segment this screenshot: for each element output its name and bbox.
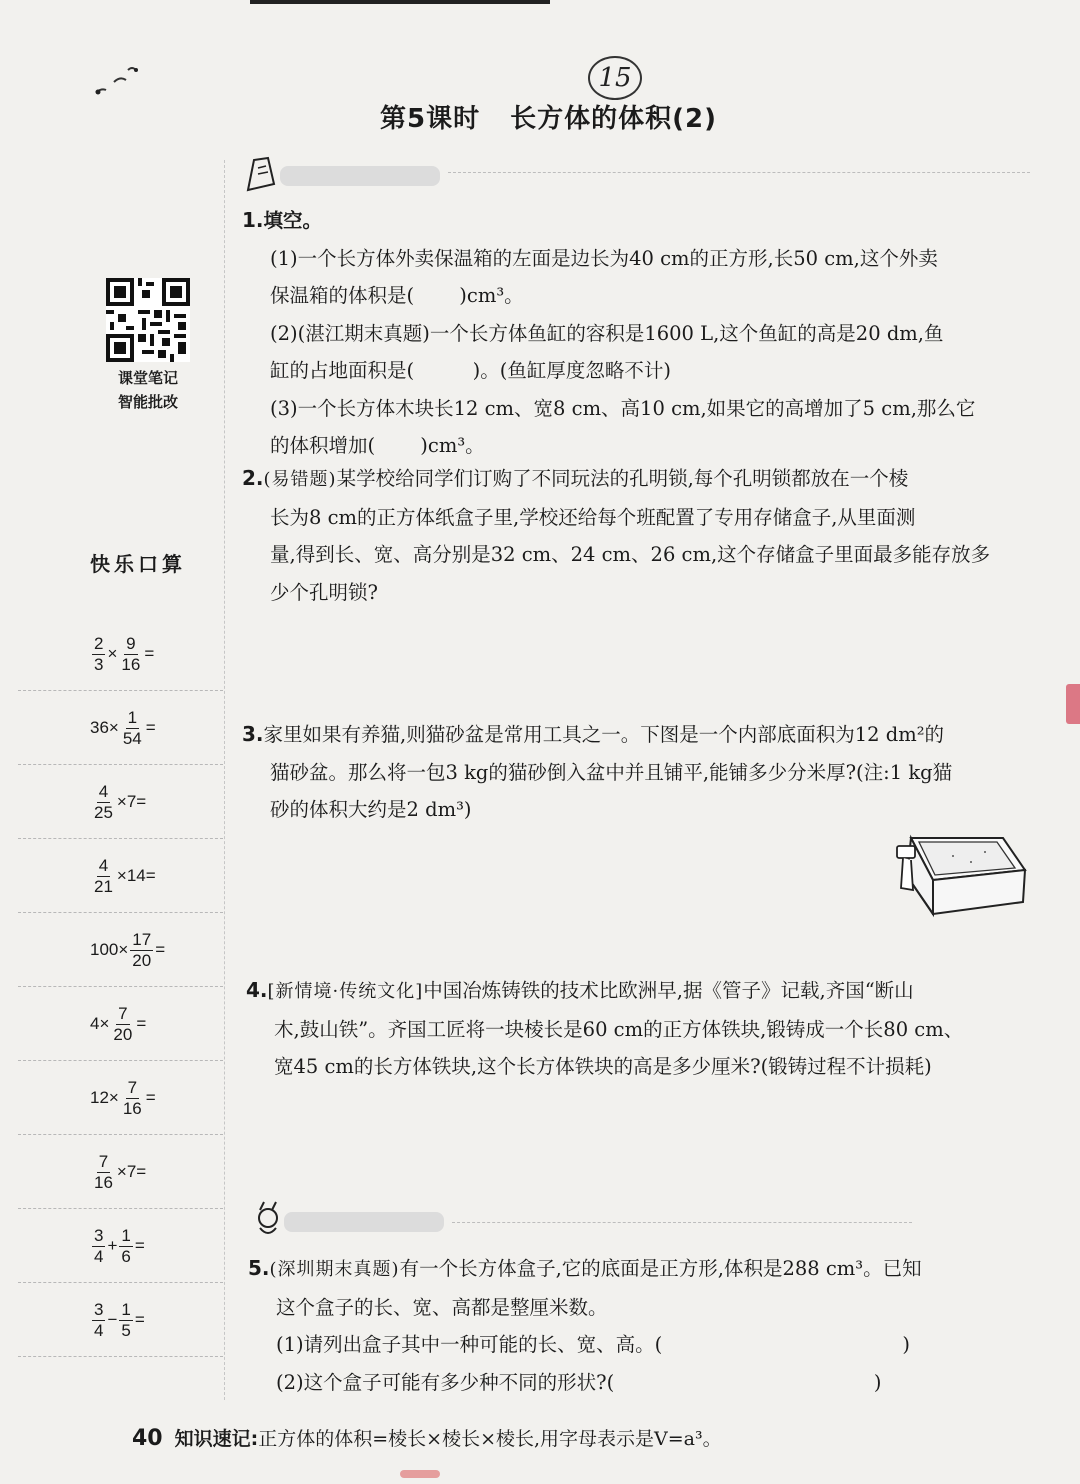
mental-math-item: [90, 994, 146, 1054]
fraction: [111, 1004, 134, 1045]
math-token: ×7=: [116, 792, 147, 811]
math-token: 16: [121, 654, 141, 674]
fraction: [92, 634, 105, 675]
math-token: 21: [94, 876, 113, 896]
mental-math-item: [90, 1068, 156, 1128]
fraction: [119, 1226, 132, 1267]
mental-math-separator: [18, 690, 223, 691]
page-title: [380, 98, 717, 135]
lesson-title: 长方体的体积(2): [510, 104, 717, 134]
math-token: 3: [94, 1225, 104, 1245]
q1-part2-line2: 缸的占地面积是( )。(鱼缸厚度忽略不计): [270, 359, 671, 382]
math-token: 100×: [90, 940, 129, 959]
fraction: [92, 1300, 105, 1341]
q4-line1: 中国冶炼铸铁的技术比欧洲早,据《管子》记载,齐国“断山: [423, 979, 914, 1002]
footer-text: 正方体的体积=棱长×棱长×棱长,用字母表示是V=a³。: [258, 1428, 722, 1450]
qr-code-icon: [106, 278, 190, 362]
math-token: =: [155, 940, 166, 959]
question-2: [242, 460, 1032, 611]
math-token: 36×: [90, 718, 119, 737]
section-badge-2-icon: [248, 1200, 448, 1240]
math-token: 4: [98, 855, 109, 875]
bottom-red-mark: [400, 1470, 440, 1478]
qr-caption-line2: 智能批改: [117, 393, 178, 411]
qr-caption: [96, 366, 200, 414]
mental-math-separator: [18, 912, 223, 913]
top-edge-line: [250, 0, 550, 4]
mental-math-separator: [18, 1356, 223, 1357]
q2-tag: (易错题): [263, 469, 337, 490]
page-edge-tab: [1066, 684, 1080, 724]
q1-part3-line1: (3)一个长方体木块长12 cm、宽8 cm、高10 cm,如果它的高增加了5 cm,那么它: [270, 396, 976, 420]
fraction: [92, 1152, 115, 1193]
math-token: −: [107, 1310, 118, 1329]
math-token: ×7=: [116, 1162, 147, 1181]
math-token: 17: [132, 929, 152, 949]
math-token: 4: [94, 1320, 104, 1340]
math-token: 1: [121, 1225, 131, 1245]
mental-math-title: 快乐口算: [90, 552, 186, 576]
fraction: [92, 1226, 105, 1267]
math-token: 20: [132, 950, 152, 970]
math-token: 7: [127, 1077, 138, 1097]
math-token: 25: [94, 802, 113, 822]
sidebar-divider: [224, 160, 225, 1400]
fraction: [130, 930, 153, 971]
q5-tag: (深圳期末真题): [269, 1259, 400, 1280]
q5-line2: 这个盒子的长、宽、高都是整厘米数。: [276, 1295, 608, 1319]
math-token: =: [134, 1310, 145, 1329]
math-token: 2: [94, 633, 104, 653]
math-token: ×14=: [116, 866, 156, 885]
lesson-label: 第5课时: [380, 104, 481, 134]
footer: [132, 1424, 722, 1451]
math-token: 4: [98, 781, 109, 801]
math-token: 12×: [90, 1088, 119, 1107]
math-token: 6: [121, 1246, 131, 1266]
q1-part2-line1: (2)(湛江期末真题)一个长方体鱼缸的容积是1600 L,这个鱼缸的高是20 dm,鱼: [270, 321, 944, 345]
q4-line2: 木,鼓山铁”。齐国工匠将一块棱长是60 cm的正方体铁块,锻铸成一个长80 cm、: [274, 1017, 964, 1041]
mental-math-item: [90, 1142, 146, 1202]
mental-math-separator: [18, 764, 223, 765]
section-divider: [448, 172, 1030, 173]
qr-caption-line1: 课堂笔记: [117, 369, 178, 387]
q4-number: 4.: [246, 978, 268, 1002]
mental-math-item: [90, 698, 156, 758]
q3-line2: 猫砂盆。那么将一包3 kg的猫砂倒入盆中并且铺平,能铺多少分米厚?(注:1 kg猫: [270, 760, 953, 784]
fraction: [121, 708, 144, 749]
math-token: +: [107, 1236, 118, 1255]
math-token: 9: [126, 633, 136, 653]
q5-number: 5.: [248, 1256, 270, 1280]
q2-line4: 少个孔明锁?: [270, 580, 378, 604]
math-token: 3: [94, 1299, 104, 1319]
math-token: 1: [121, 1299, 131, 1319]
mental-math-item: [90, 772, 146, 832]
math-token: 1: [127, 707, 138, 727]
page-number: 40: [132, 1426, 163, 1451]
q3-line3: 砂的体积大约是2 dm³): [270, 798, 472, 821]
mental-math-item: [90, 920, 165, 980]
footer-label: 知识速记:: [174, 1428, 259, 1450]
q1-part1-line2: 保温箱的体积是( )cm³。: [270, 284, 524, 307]
q2-line3: 量,得到长、宽、高分别是32 cm、24 cm、26 cm,这个存储盒子里面最多能存放多: [270, 543, 991, 566]
litter-box-illustration: [893, 818, 1029, 922]
q1-title: 填空。: [263, 209, 323, 232]
fraction: [119, 634, 142, 675]
math-token: =: [145, 1088, 156, 1107]
fraction: [92, 856, 115, 897]
mental-math-item: [90, 1216, 145, 1276]
math-token: =: [145, 718, 156, 737]
q1-part1-line1: (1)一个长方体外卖保温箱的左面是边长为40 cm的正方形,长50 cm,这个外卖: [270, 246, 938, 270]
mental-math-separator: [18, 1060, 223, 1061]
mental-math-separator: [18, 1208, 223, 1209]
math-token: =: [144, 644, 155, 663]
fraction: [119, 1300, 132, 1341]
q1-number: 1.: [242, 208, 264, 232]
math-token: 3: [94, 654, 104, 674]
q2-line2: 长为8 cm的正方体纸盒子里,学校还给每个班配置了专用存储盒子,从里面测: [270, 505, 916, 529]
math-token: 4: [94, 1246, 104, 1266]
fraction: [92, 782, 115, 823]
question-4: [246, 972, 1036, 1086]
q3-number: 3.: [242, 722, 264, 746]
math-token: ×: [107, 644, 118, 663]
mental-math-item: [90, 846, 156, 906]
math-token: 20: [113, 1024, 133, 1044]
q5-line4: (2)这个盒子可能有多少种不同的形状?( ): [276, 1370, 882, 1394]
math-token: 16: [94, 1172, 113, 1192]
q2-number: 2.: [242, 466, 264, 490]
corner-scribble-icon: [92, 58, 152, 98]
math-token: =: [134, 1236, 145, 1255]
math-token: 16: [122, 1098, 142, 1118]
math-token: 7: [98, 1151, 109, 1171]
math-token: 4×: [90, 1014, 110, 1033]
mental-math-separator: [18, 986, 223, 987]
section-divider-2: [452, 1222, 912, 1223]
section-badge-icon: [244, 154, 444, 194]
math-token: 5: [121, 1320, 131, 1340]
mental-math-item: [90, 624, 154, 684]
mental-math-separator: [18, 1282, 223, 1283]
q5-line3: (1)请列出盒子其中一种可能的长、宽、高。( ): [276, 1333, 911, 1356]
handwritten-page-number: 15: [588, 56, 642, 100]
question-1: [242, 202, 1032, 465]
math-token: 54: [122, 728, 142, 748]
q2-line1: 某学校给同学们订购了不同玩法的孔明锁,每个孔明锁都放在一个棱: [336, 467, 909, 490]
fraction: [121, 1078, 144, 1119]
mental-math-separator: [18, 1134, 223, 1135]
q5-line1: 有一个长方体盒子,它的底面是正方形,体积是288 cm³。已知: [399, 1257, 922, 1280]
mental-math-separator: [18, 838, 223, 839]
math-token: =: [136, 1014, 147, 1033]
math-token: 7: [118, 1003, 128, 1023]
q4-tag: [新情境·传统文化]: [267, 981, 424, 1002]
question-3: [242, 716, 1032, 829]
question-5: [248, 1250, 1038, 1401]
mental-math-item: [90, 1290, 145, 1350]
q1-part3-line2: 的体积增加( )cm³。: [270, 434, 485, 457]
q4-line3: 宽45 cm的长方体铁块,这个长方体铁块的高是多少厘米?(锻铸过程不计损耗): [274, 1055, 932, 1078]
q3-line1: 家里如果有养猫,则猫砂盆是常用工具之一。下图是一个内部底面积为12 dm²的: [263, 723, 945, 746]
